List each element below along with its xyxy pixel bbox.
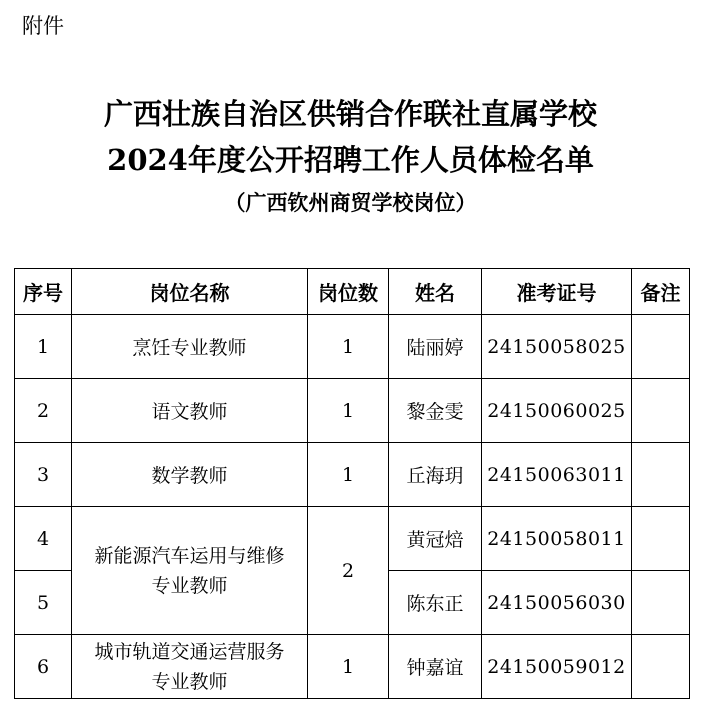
exam-id-cell: 24150056030: [482, 571, 632, 635]
name-cell: 黄冠焙: [389, 507, 482, 571]
position-name-line-1: 新能源汽车运用与维修: [94, 544, 285, 567]
document-title-line-2: 2024年度公开招聘工作人员体检名单: [107, 143, 594, 177]
header-name: 姓名: [389, 269, 482, 315]
table-row: [15, 379, 690, 443]
position-count-cell: 2: [308, 507, 389, 635]
seq-cell: 4: [15, 507, 72, 571]
exam-id-cell: 24150063011: [482, 443, 632, 507]
name-cell: 黎金雯: [389, 379, 482, 443]
seq-cell: 5: [15, 571, 72, 635]
position-name-line-2: 专业教师: [151, 670, 228, 693]
name-cell: 钟嘉谊: [389, 635, 482, 699]
position-name-cell: [72, 635, 308, 699]
position-name-cell: 语文教师: [72, 379, 308, 443]
remark-cell: [632, 507, 690, 571]
remark-cell: [632, 379, 690, 443]
name-cell: 陆丽婷: [389, 315, 482, 379]
remark-cell: [632, 315, 690, 379]
exam-id-cell: 24150058025: [482, 315, 632, 379]
position-count-cell: 1: [308, 379, 389, 443]
position-name-cell: 数学教师: [72, 443, 308, 507]
attachment-label: 附件: [22, 14, 64, 38]
table-row: [15, 507, 690, 571]
exam-id-cell: 24150059012: [482, 635, 632, 699]
exam-id-cell: 24150058011: [482, 507, 632, 571]
seq-cell: 3: [15, 443, 72, 507]
remark-cell: [632, 571, 690, 635]
seq-cell: 6: [15, 635, 72, 699]
table-row: [15, 443, 690, 507]
header-remark: 备注: [632, 269, 690, 315]
name-cell: 丘海玥: [389, 443, 482, 507]
seq-cell: 1: [15, 315, 72, 379]
table-header-row: [15, 269, 690, 315]
position-count-cell: 1: [308, 443, 389, 507]
header-exam-id: 准考证号: [482, 269, 632, 315]
position-name-line-1: 城市轨道交通运营服务: [94, 640, 285, 663]
document-title-line-1: 广西壮族自治区供销合作联社直属学校: [103, 97, 597, 131]
table-row: [15, 315, 690, 379]
seq-cell: 2: [15, 379, 72, 443]
position-name-line-2: 专业教师: [151, 574, 228, 597]
position-name-cell: 烹饪专业教师: [72, 315, 308, 379]
header-position-count: 岗位数: [308, 269, 389, 315]
exam-roster-table: [14, 268, 690, 699]
header-position-name: 岗位名称: [72, 269, 308, 315]
remark-cell: [632, 443, 690, 507]
header-seq: 序号: [15, 269, 72, 315]
table-row: [15, 635, 690, 699]
position-count-cell: 1: [308, 315, 389, 379]
remark-cell: [632, 635, 690, 699]
position-count-cell: 1: [308, 635, 389, 699]
position-name-cell: [72, 507, 308, 635]
name-cell: 陈东正: [389, 571, 482, 635]
document-subtitle: （广西钦州商贸学校岗位）: [224, 191, 477, 215]
exam-id-cell: 24150060025: [482, 379, 632, 443]
